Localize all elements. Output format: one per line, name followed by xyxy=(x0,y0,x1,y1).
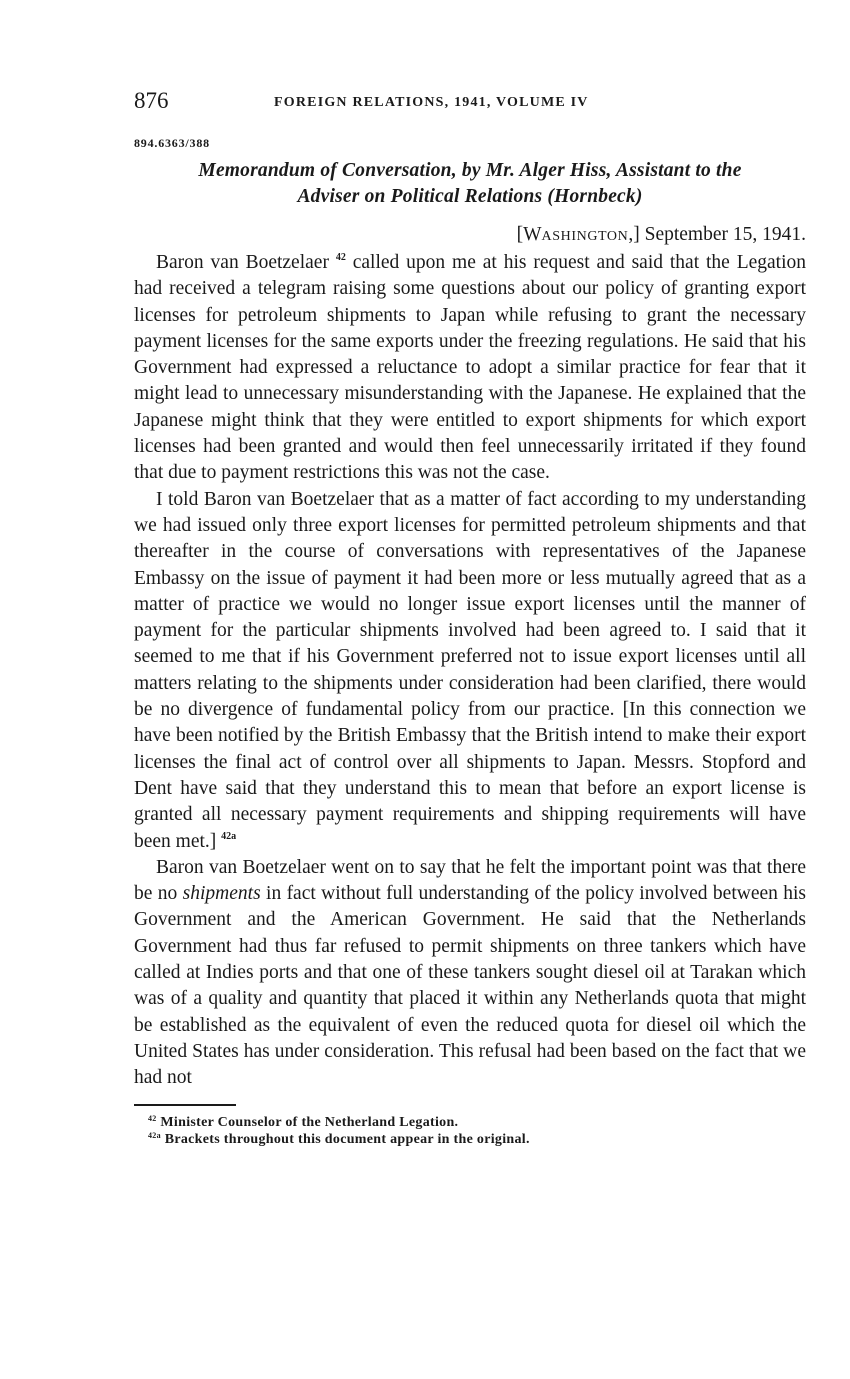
dateline-place-initial: W xyxy=(523,224,542,245)
dateline-open-bracket: [ xyxy=(516,224,524,245)
paragraph xyxy=(134,250,806,487)
memorandum-body xyxy=(134,250,806,1092)
footnote-text: Brackets throughout this document appear in the original. xyxy=(164,1131,530,1147)
footnote-reference: 42a xyxy=(221,830,237,842)
dateline xyxy=(134,222,806,250)
footnotes xyxy=(134,1114,806,1148)
title-line-1: Memorandum of Conversation, by Mr. Alger Hiss, Assistant to the xyxy=(198,160,742,181)
document-title xyxy=(134,158,806,210)
page-number: 876 xyxy=(134,88,169,113)
footnote-mark: 42a xyxy=(148,1130,161,1140)
footnote xyxy=(148,1114,806,1131)
title-line-2: Adviser on Political Relations (Hornbeck) xyxy=(297,186,643,207)
dateline-place-rest: ASHINGTON xyxy=(541,229,629,244)
emphasized-word: shipments xyxy=(182,883,261,905)
dateline-place-close: ,] xyxy=(628,224,640,245)
paragraph-3-start: Baron van Boetzelaer went on to say that he felt the important point was that there be no xyxy=(134,856,806,905)
footnote-mark: 42 xyxy=(148,1113,157,1123)
paragraph-2-text: I told Baron van Boetzelaer that as a matter of fact according to my understanding we had issued only three export licenses for permitted petroleum shipments and that thereafter in the course of conversations with representatives of the Japanese Embassy on the issue of payment it had been more or less mutually agreed that as a matter of practice we would no longer issue export licenses until the manner of payment for the particular shipments involved had been agreed to. I said that it seemed to me that if his Government preferred not to issue export licenses until all matters relating to the shipments under consideration had been clarified, there would be no divergence of fundamental policy from our practice. [In this connection we have been notified by the British Embassy that the British intend to make their export licenses the final act of control over all shipments to Japan. Messrs. Stopford and Dent have said that they understand this to mean that before an export license is granted all necessary payment requirements and shipping requirements will have been met.] xyxy=(134,488,806,852)
footnote xyxy=(148,1131,806,1148)
paragraph xyxy=(134,855,806,1092)
footnote-divider xyxy=(134,1104,236,1106)
footnote-reference: 42 xyxy=(335,252,346,263)
paragraph-1-rest: called upon me at his request and said that the Legation had received a telegram raising some questions about our policy of granting export licenses for petroleum shipments to Japan while refusing to grant the necessary payment licenses for the same exports under the freezing regulations. He said that his Government had expressed a reluctance to adopt a similar practice for fear that it might lead to unnecessary misunderstanding with the Japanese. He explained that the Japanese might think that they were entitled to export shipments for which export licenses had been granted and would then feel unnecessarily irritated if they found that due to payment restrictions this was not the case. xyxy=(134,252,807,484)
running-head: FOREIGN RELATIONS, 1941, VOLUME IV xyxy=(274,95,589,110)
paragraph-3-rest: in fact without full understanding of the policy involved between his Government and the American Government. He said that the Netherlands Government had thus far refused to permit shipments on three tankers which have called at Indies ports and that one of these tankers sought diesel oil at Tarakan which was of a quality and quantity that placed it within any Netherlands quota that might be established as the equivalent of even the reduced quota for diesel oil which the United States has under consideration. This refusal had been based on the fact that we had not xyxy=(134,883,807,1089)
dateline-date: September 15, 1941. xyxy=(644,224,806,245)
paragraph xyxy=(134,487,806,855)
page-header xyxy=(134,88,806,122)
paragraph-1-start: Baron van Boetzelaer xyxy=(156,252,329,273)
footnote-text: Minister Counselor of the Netherland Legation. xyxy=(160,1114,459,1130)
document-page xyxy=(134,88,806,1148)
file-number: 894.6363/388 xyxy=(134,136,210,150)
